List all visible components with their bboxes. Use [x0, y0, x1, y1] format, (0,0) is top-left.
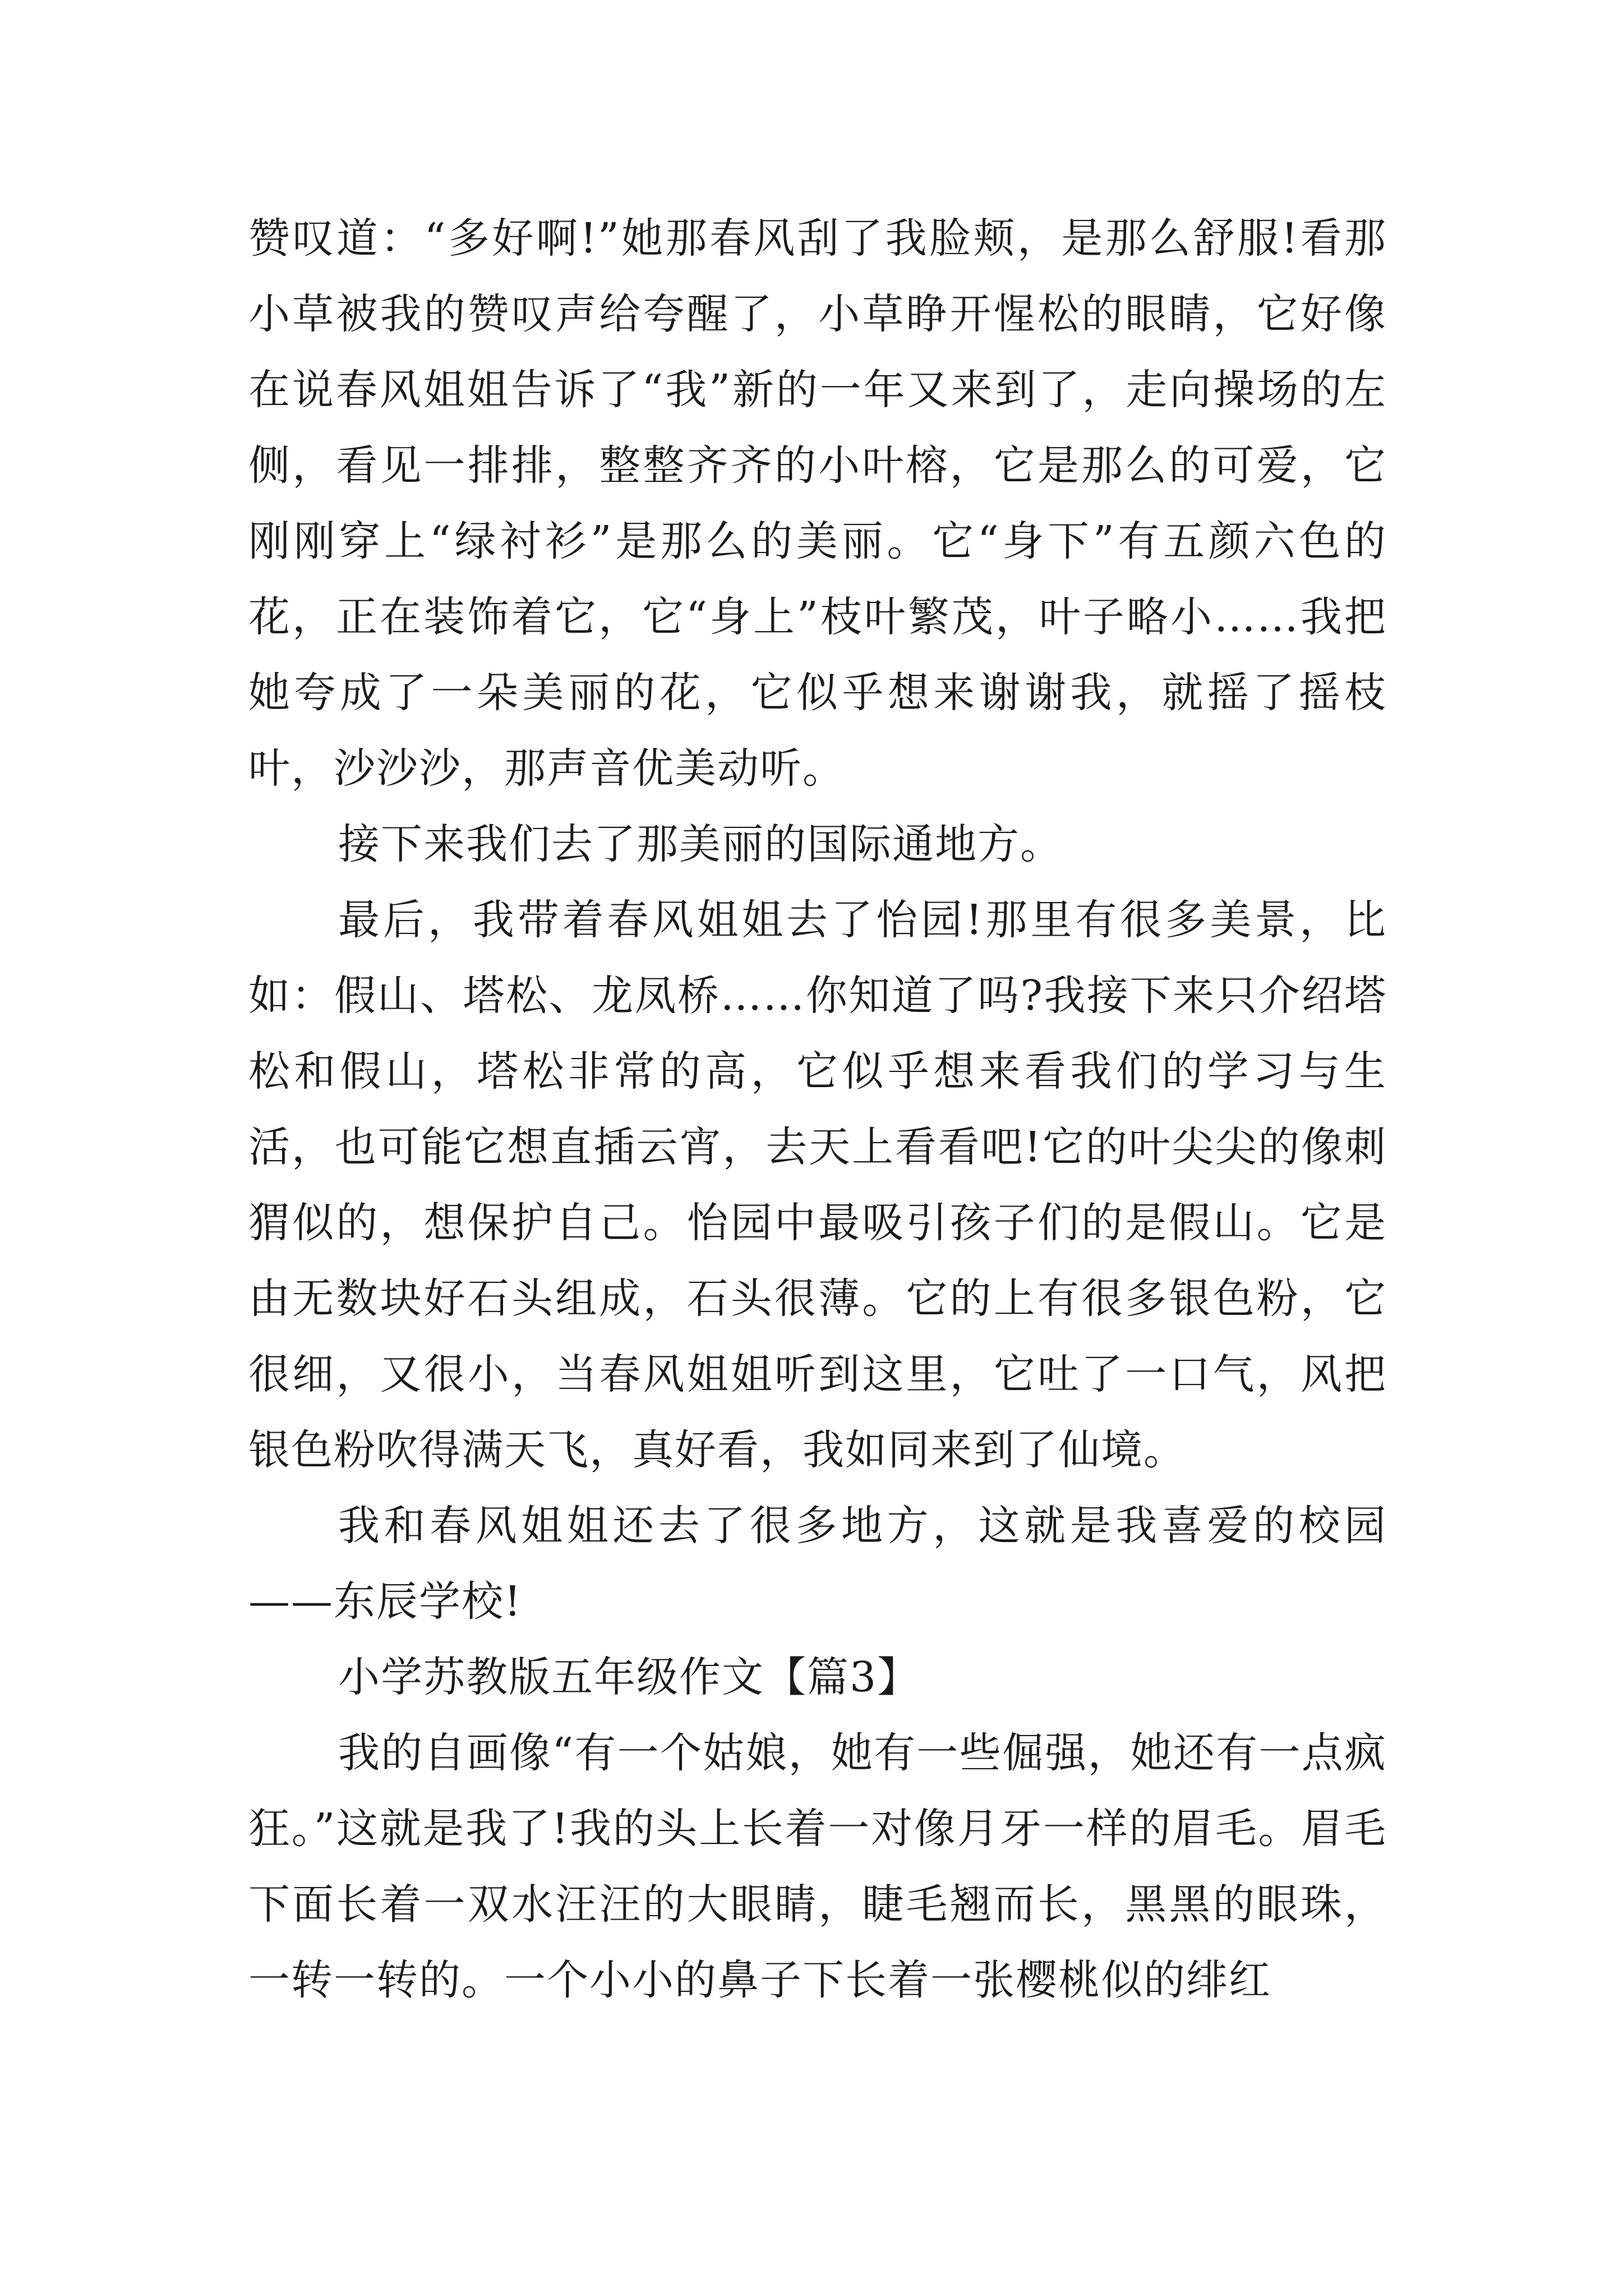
section-heading: 小学苏教版五年级作文【篇3】 [338, 1653, 920, 1701]
paragraph-1: 赞叹道：“多好啊!”她那春风刮了我脸颊，是那么舒服!看那小草被我的赞叹声给夸醒了，小草睁开惺松的眼睛，它好像在说春风姐姐告诉了“我”新的一年又来到了，走向操场的左侧，看见一排排，整整齐齐的小叶榕，它是那么的可爱，它刚刚穿上“绿衬衫”是那么的美丽。它“身下”有五颜六色的花，正在装饰着它，它“身上”枝叶繁茂，叶子略小……我把她夸成了一朵美丽的花，它似乎想来谢谢我，就摇了摇枝叶，沙沙沙，那声音优美动听。 [248, 214, 1387, 793]
paragraph-3: 最后，我带着春风姐姐去了怡园!那里有很多美景，比如：假山、塔松、龙凤桥……你知道了吗?我接下来只介绍塔松和假山，塔松非常的高，它似乎想来看我们的学习与生活，也可能它想直插云宵，去天上看看吧!它的叶尖尖的像刺猬似的，想保护自己。怡园中最吸引孩子们的是假山。它是由无数块好石头组成，石头很薄。它的上有很多银色粉，它很细，又很小，当春风姐姐听到这里，它吐了一口气，风把银色粉吹得满天飞，真好看，我如同来到了仙境。 [248, 896, 1387, 1474]
document-body [248, 201, 1387, 2018]
paragraph-6: 我的自画像“有一个姑娘，她有一些倔强，她还有一点疯狂。”这就是我了!我的头上长着一对像月牙一样的眉毛。眉毛下面长着一双水汪汪的大眼睛，睫毛翘而长，黑黑的眼珠，一转一转的。一个小小的鼻子下长着一张樱桃似的绯红 [248, 1729, 1387, 2004]
paragraph-4: 我和春风姐姐还去了很多地方，这就是我喜爱的校园——东辰学校! [248, 1502, 1387, 1626]
paragraph-2: 接下来我们去了那美丽的国际通地方。 [338, 820, 1063, 868]
